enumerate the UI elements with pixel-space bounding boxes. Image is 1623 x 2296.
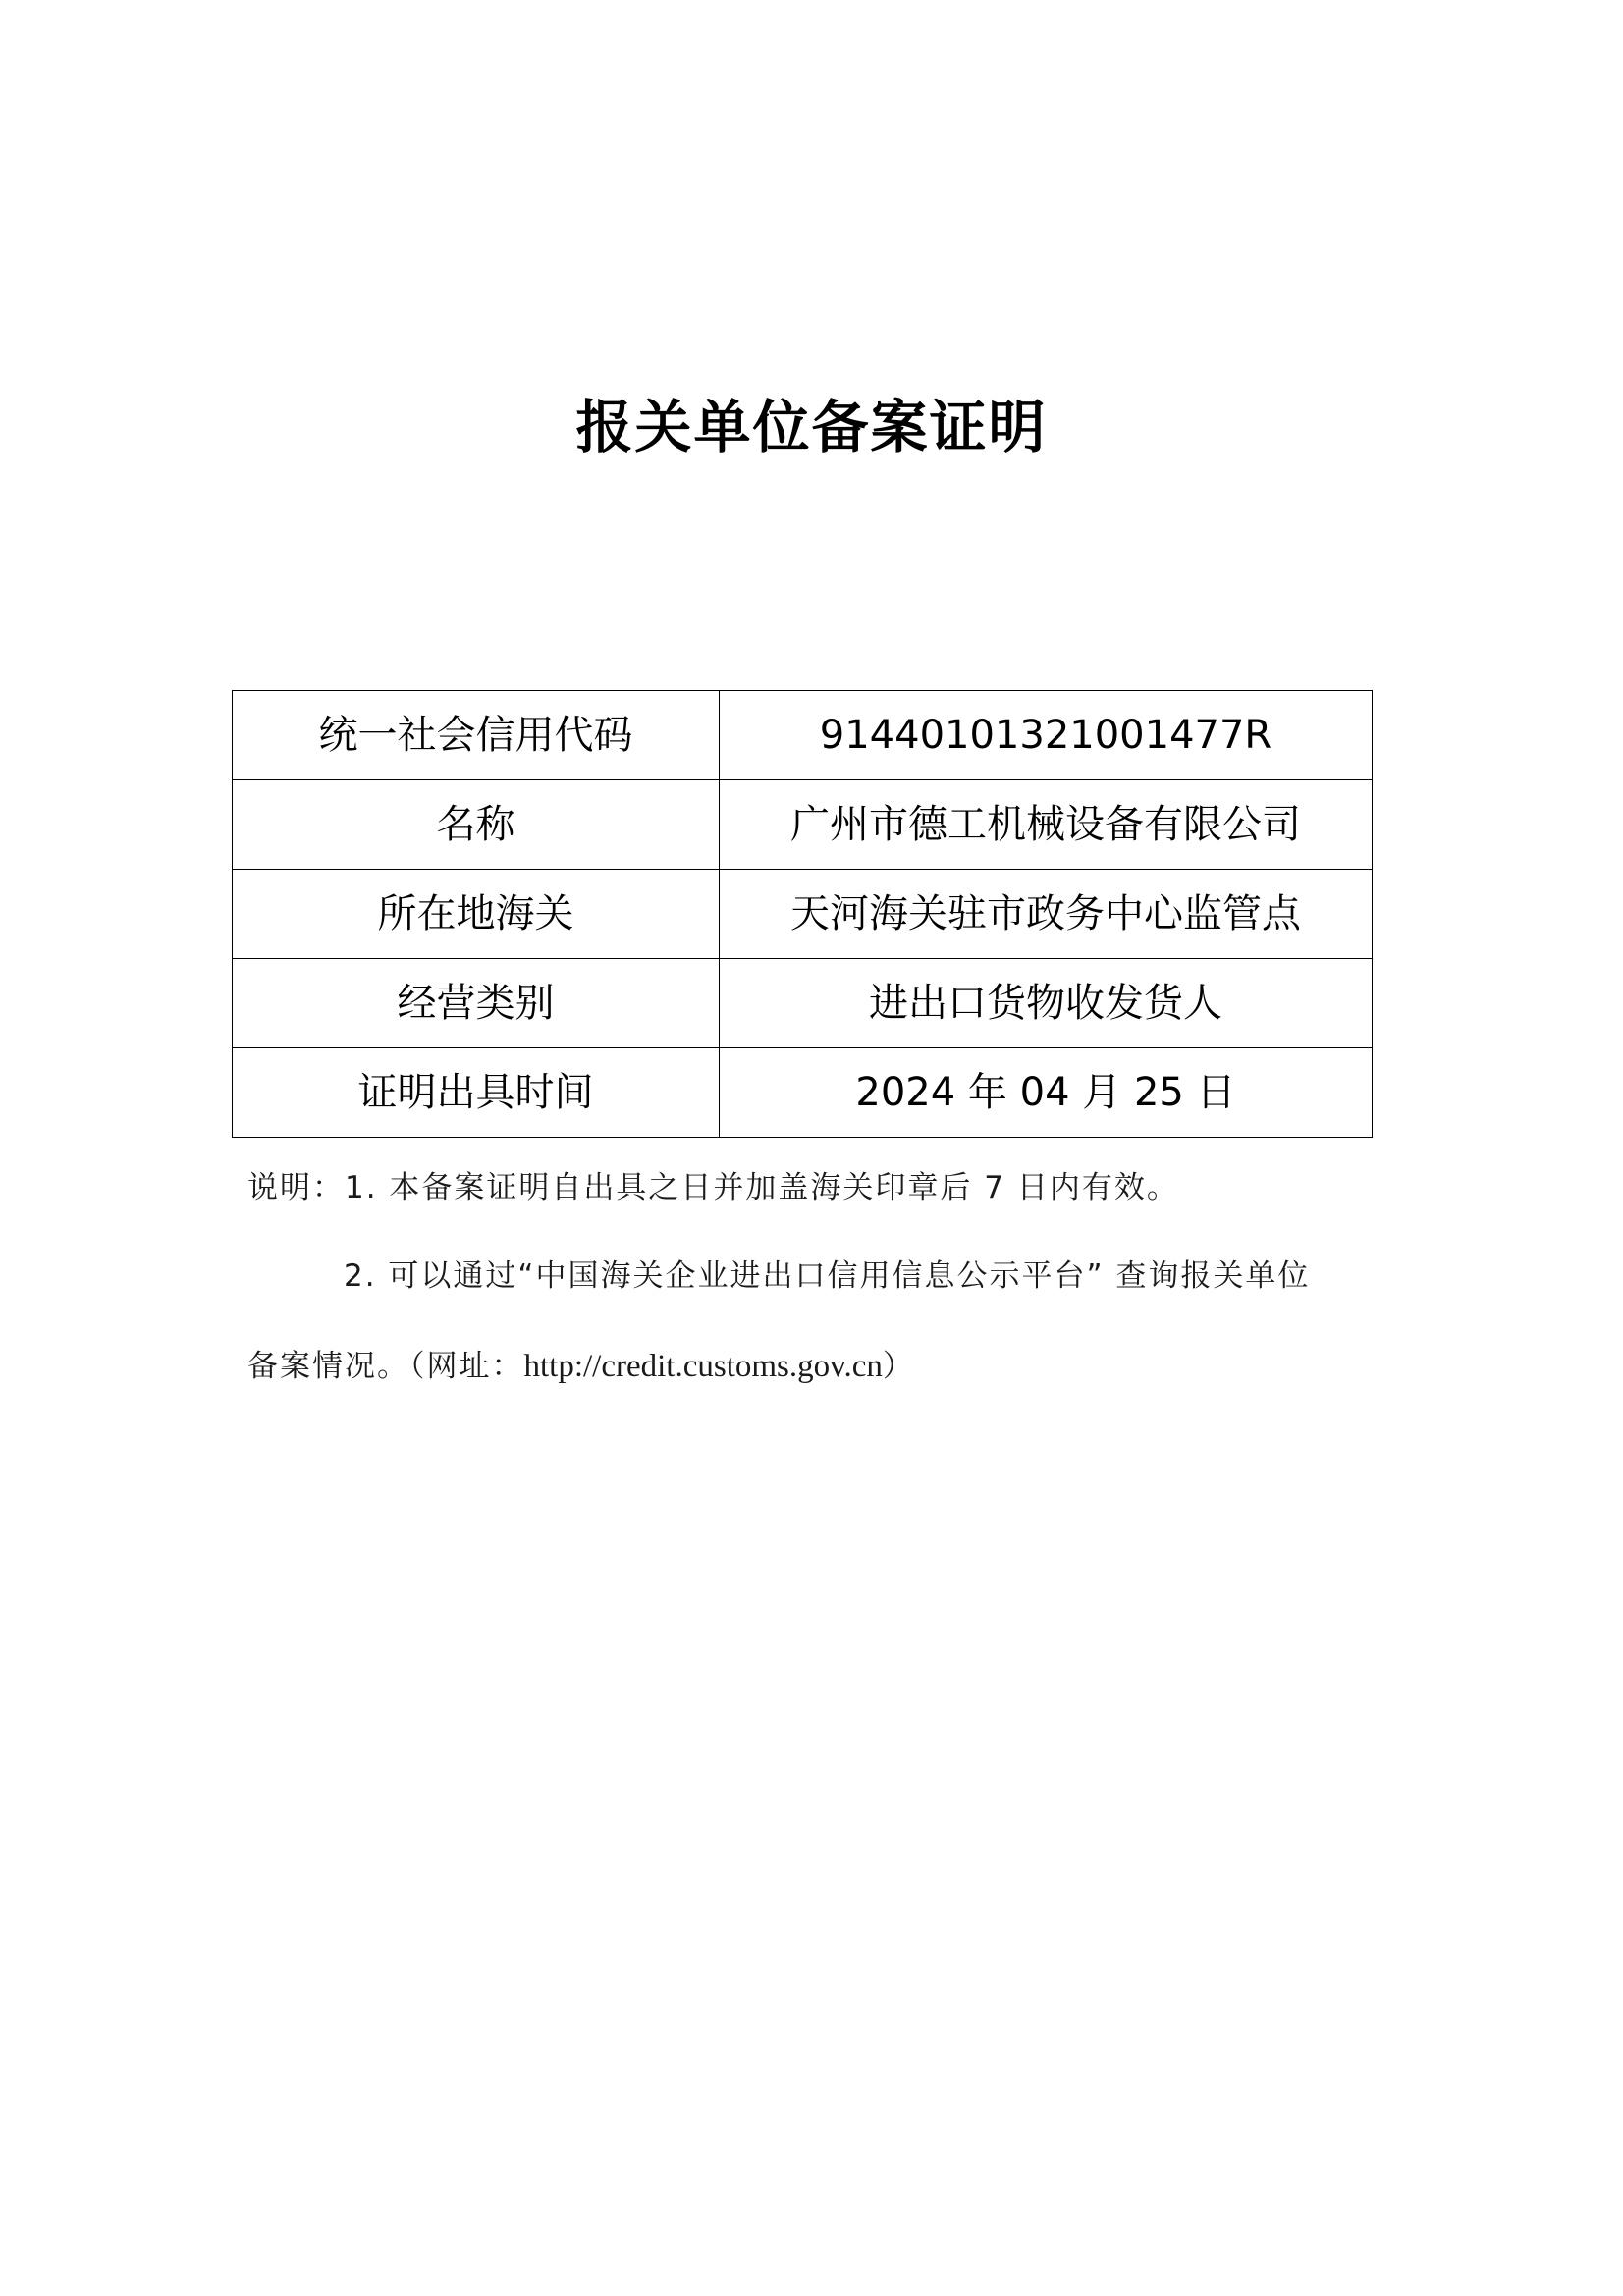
business-type-label: 经营类别 [233,959,720,1048]
customs-office-label: 所在地海关 [233,870,720,959]
issue-date-label: 证明出具时间 [233,1048,720,1138]
credit-code-value: 91440101321001477R [720,691,1373,780]
table-row [233,691,1373,780]
table-row [233,959,1373,1048]
note-line-3-prefix: 备案情况。（网址： [247,1349,524,1384]
note-line-2: 2. 可以通过“中国海关企业进出口信用信息公示平台” 查询报关单位 [344,1258,1311,1294]
note-line-3 [247,1347,915,1386]
table-row [233,1048,1373,1138]
business-type-value: 进出口货物收发货人 [720,959,1373,1048]
document-title: 报关单位备案证明 [575,394,1048,460]
company-name-value: 广州市德工机械设备有限公司 [720,780,1373,870]
customs-office-value: 天河海关驻市政务中心监管点 [720,870,1373,959]
company-name-label: 名称 [233,780,720,870]
record-table [232,690,1373,1138]
issue-date-value: 2024 年 04 月 25 日 [720,1048,1373,1138]
table-row [233,780,1373,870]
note-line-3-suffix: ） [882,1349,915,1384]
note-line-1: 说明：1. 本备案证明自出具之日并加盖海关印章后 7 日内有效。 [247,1170,1179,1205]
table-row [233,870,1373,959]
credit-code-label: 统一社会信用代码 [233,691,720,780]
customs-url-link[interactable]: http://credit.customs.gov.cn [523,1349,883,1384]
